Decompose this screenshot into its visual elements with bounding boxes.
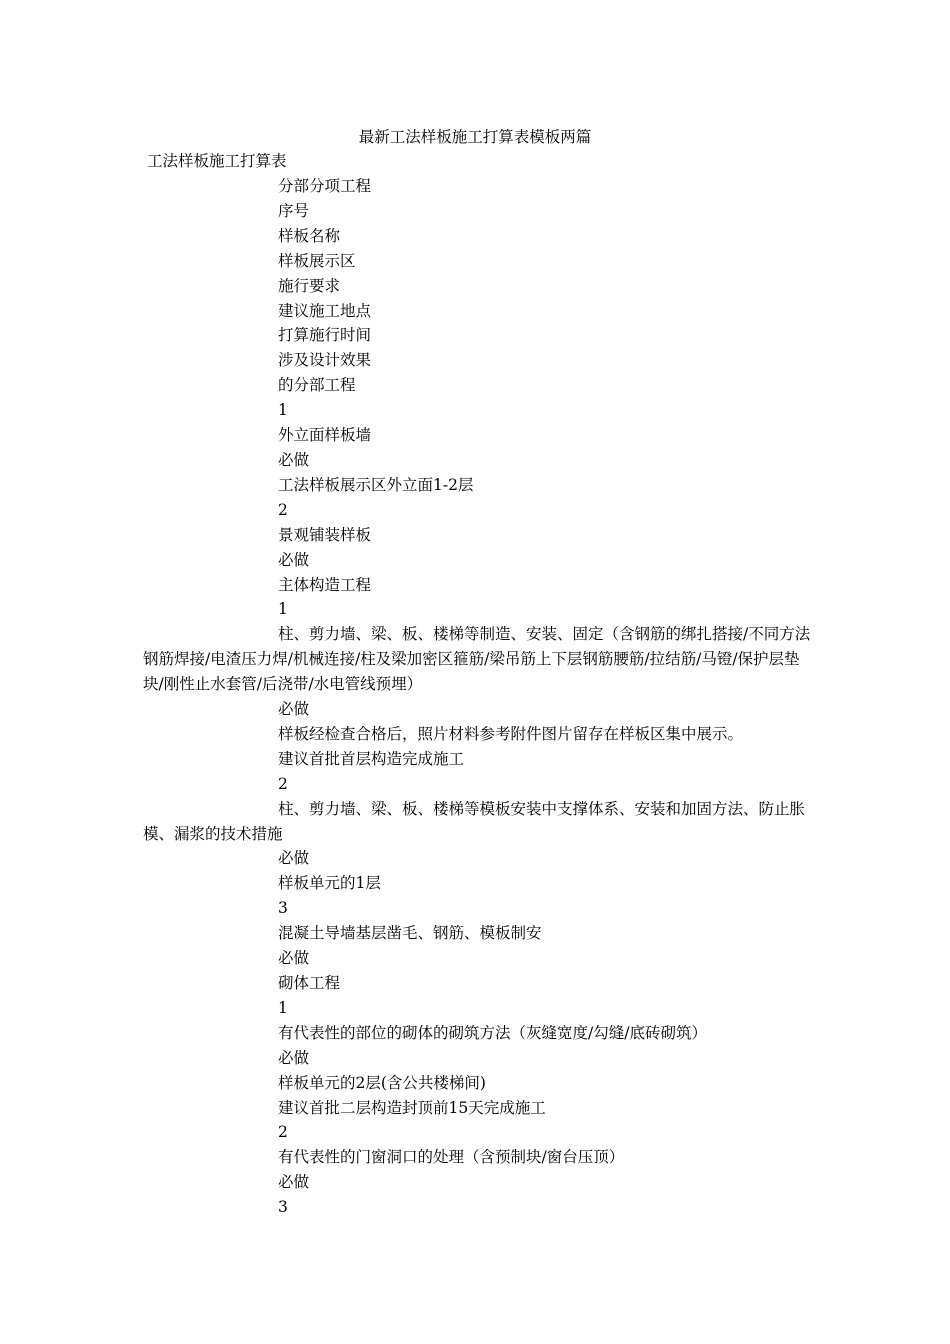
paragraph: 样板展示区: [278, 251, 356, 270]
paragraph: 混凝土导墙基层凿毛、钢筋、模板制安: [278, 924, 542, 943]
paragraph: 2: [278, 500, 288, 519]
document-body: [143, 174, 815, 1220]
paragraph: 必做: [278, 949, 310, 968]
paragraph: 样板单元的2层(含公共楼梯间): [278, 1073, 486, 1092]
paragraph: 分部分项工程: [278, 177, 372, 195]
paragraph: 3: [278, 1198, 288, 1217]
paragraph: 样板单元的1层: [278, 874, 381, 893]
paragraph: 必做: [278, 700, 310, 719]
paragraph: 景观铺装样板: [278, 525, 372, 544]
paragraph: 必做: [278, 550, 310, 569]
document-subtitle: 工法样板施工打算表: [147, 152, 287, 170]
paragraph: 有代表性的门窗洞口的处理（含预制块/窗台压顶）: [278, 1148, 625, 1167]
paragraph: 必做: [278, 1173, 310, 1192]
paragraph: 的分部工程: [278, 376, 356, 395]
paragraph: 必做: [278, 1048, 310, 1067]
paragraph: 1: [278, 401, 288, 420]
paragraph: 建议首批二层构造封顶前15天完成施工: [278, 1098, 546, 1117]
paragraph: 建议施工地点: [278, 301, 372, 320]
paragraph: 3: [278, 899, 288, 918]
paragraph: 打算施行时间: [278, 326, 372, 345]
paragraph: 1: [278, 998, 288, 1017]
paragraph: 柱、剪力墙、梁、板、楼梯等制造、安装、固定（含钢筋的绑扎搭接/不同方法钢筋焊接/电渣压力焊/机械连接/柱及梁加密区箍筋/梁吊筋上下层钢筋腰筋/拉结筋/马镫/保护层垫块/刚性止水套管/后浇带/水电管线预埋）: [143, 625, 811, 694]
paragraph: 样板名称: [278, 226, 341, 245]
paragraph: 必做: [278, 849, 310, 868]
paragraph: 必做: [278, 450, 310, 469]
paragraph: 样板经检查合格后，照片材料参考附件图片留存在样板区集中展示。: [278, 724, 744, 743]
paragraph: 建议首批首层构造完成施工: [278, 749, 465, 768]
paragraph: 外立面样板墙: [278, 426, 372, 445]
paragraph: 砌体工程: [278, 974, 341, 992]
paragraph: 工法样板展示区外立面1-2层: [278, 475, 474, 494]
paragraph: 涉及设计效果: [278, 351, 372, 370]
paragraph: 主体构造工程: [278, 575, 372, 594]
paragraph: 2: [278, 1123, 288, 1142]
paragraph: 1: [278, 600, 288, 619]
paragraph: 有代表性的部位的砌体的砌筑方法（灰缝宽度/勾缝/底砖砌筑）: [278, 1023, 707, 1042]
paragraph: 序号: [278, 201, 310, 220]
paragraph: 柱、剪力墙、梁、板、楼梯等模板安装中支撑体系、安装和加固方法、防止胀模、漏浆的技术措施: [143, 799, 806, 843]
document-title: 最新工法样板施工打算表模板两篇: [358, 128, 592, 146]
paragraph: 施行要求: [278, 276, 341, 295]
paragraph: 2: [278, 774, 288, 793]
